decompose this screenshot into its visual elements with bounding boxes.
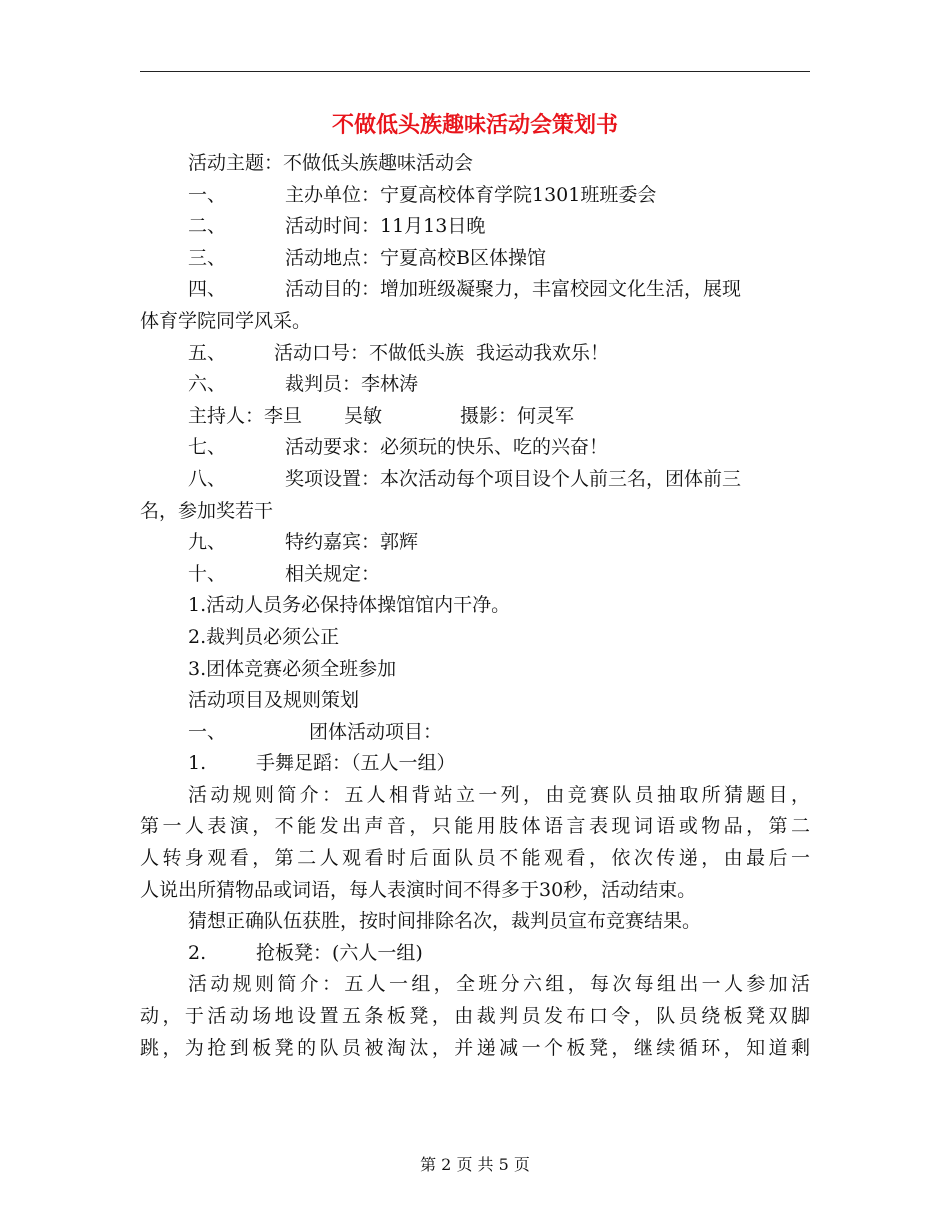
group-heading — [140, 717, 810, 749]
project-2-desc-line: 跳，为抢到板凳的队员被淘汰，并递减一个板凳，继续循环，知道剩 — [140, 1036, 810, 1059]
rule-item: 1.活动人员务必保持体操馆馆内干净。 — [188, 594, 511, 617]
item-text: 活动时间：11月13日晚 — [285, 215, 486, 238]
project-1-desc-line: 活动规则简介：五人相背站立一列，由竞赛队员抽取所猜题目， — [188, 783, 810, 806]
item-number: 七、 — [188, 436, 227, 459]
project-1-title — [140, 748, 810, 780]
rule-item: 2.裁判员必须公正 — [188, 625, 340, 648]
item-purpose — [140, 274, 810, 306]
item-number: 十、 — [188, 562, 227, 585]
item-number: 1. — [188, 752, 207, 775]
item-text: 团体活动项目： — [309, 720, 443, 743]
rule-item: 3.团体竞赛必须全班参加 — [188, 657, 397, 680]
item-awards-continued: 名，参加奖若干 — [140, 499, 274, 522]
host-name-2: 吴敏 — [344, 404, 383, 427]
project-1-desc-line: 人说出所猜物品或词语，每人表演时间不得多于30秒，活动结束。 — [140, 878, 697, 901]
item-text: 主办单位：宁夏高校体育学院1301班班委会 — [285, 183, 657, 206]
item-organizer — [140, 180, 810, 212]
document-title: 不做低头族趣味活动会策划书 — [331, 112, 618, 138]
item-number: 二、 — [188, 215, 227, 238]
item-number: 五、 — [188, 341, 227, 364]
item-number: 2. — [188, 941, 207, 964]
item-text: 活动要求：必须玩的快乐、吃的兴奋！ — [285, 436, 609, 459]
item-text: 我运动我欢乐！ — [476, 341, 610, 364]
item-number: 一、 — [188, 183, 227, 206]
item-awards — [140, 464, 810, 496]
item-number: 四、 — [188, 278, 227, 301]
item-text: 手舞足蹈：（五人一组） — [256, 752, 456, 775]
item-requirement — [140, 432, 810, 464]
item-text: 裁判员：李林涛 — [285, 373, 419, 396]
project-2-title — [140, 938, 810, 970]
item-text: 活动口号：不做低头族 — [274, 341, 465, 364]
document-body — [140, 148, 810, 1064]
item-referee — [140, 369, 810, 401]
section-title: 活动项目及规则策划 — [188, 689, 360, 712]
item-number: 六、 — [188, 373, 227, 396]
project-1-desc-line: 人转身观看，第二人观看时后面队员不能观看，依次传递，由最后一 — [140, 847, 810, 870]
project-1-result: 猜想正确队伍获胜，按时间排除名次，裁判员宣布竞赛结果。 — [188, 910, 702, 933]
item-text: 特约嘉宾：郭辉 — [285, 531, 419, 554]
header-rule — [140, 71, 810, 72]
item-text: 奖项设置：本次活动每个项目设个人前三名，团体前三 — [285, 467, 742, 490]
item-text: 活动地点：宁夏高校B区体操馆 — [285, 246, 546, 269]
item-slogan — [140, 338, 810, 370]
host-label: 主持人：李旦 — [188, 404, 303, 427]
item-regulations — [140, 559, 810, 591]
photographer: 摄影：何灵军 — [460, 404, 575, 427]
project-2-desc-line: 动，于活动场地设置五条板凳，由裁判员发布口令，队员绕板凳双脚 — [140, 1005, 810, 1028]
item-number: 一、 — [188, 720, 227, 743]
project-1-desc-line: 第一人表演，不能发出声音，只能用肢体语言表现词语或物品，第二 — [140, 815, 810, 838]
item-number: 三、 — [188, 246, 227, 269]
host-line — [140, 401, 810, 433]
item-purpose-continued: 体育学院同学风采。 — [140, 309, 312, 332]
item-text: 抢板凳：(六人一组) — [256, 941, 423, 964]
item-guest — [140, 527, 810, 559]
item-number: 八、 — [188, 467, 227, 490]
item-time — [140, 211, 810, 243]
item-text: 活动目的：增加班级凝聚力，丰富校园文化生活，展现 — [285, 278, 742, 301]
item-number: 九、 — [188, 531, 227, 554]
item-location — [140, 243, 810, 275]
item-text: 相关规定： — [285, 562, 381, 585]
page-number-footer: 第 2 页 共 5 页 — [420, 1155, 530, 1174]
project-2-desc-line: 活动规则简介：五人一组，全班分六组，每次每组出一人参加活 — [188, 973, 810, 996]
activity-theme: 活动主题：不做低头族趣味活动会 — [188, 152, 474, 174]
